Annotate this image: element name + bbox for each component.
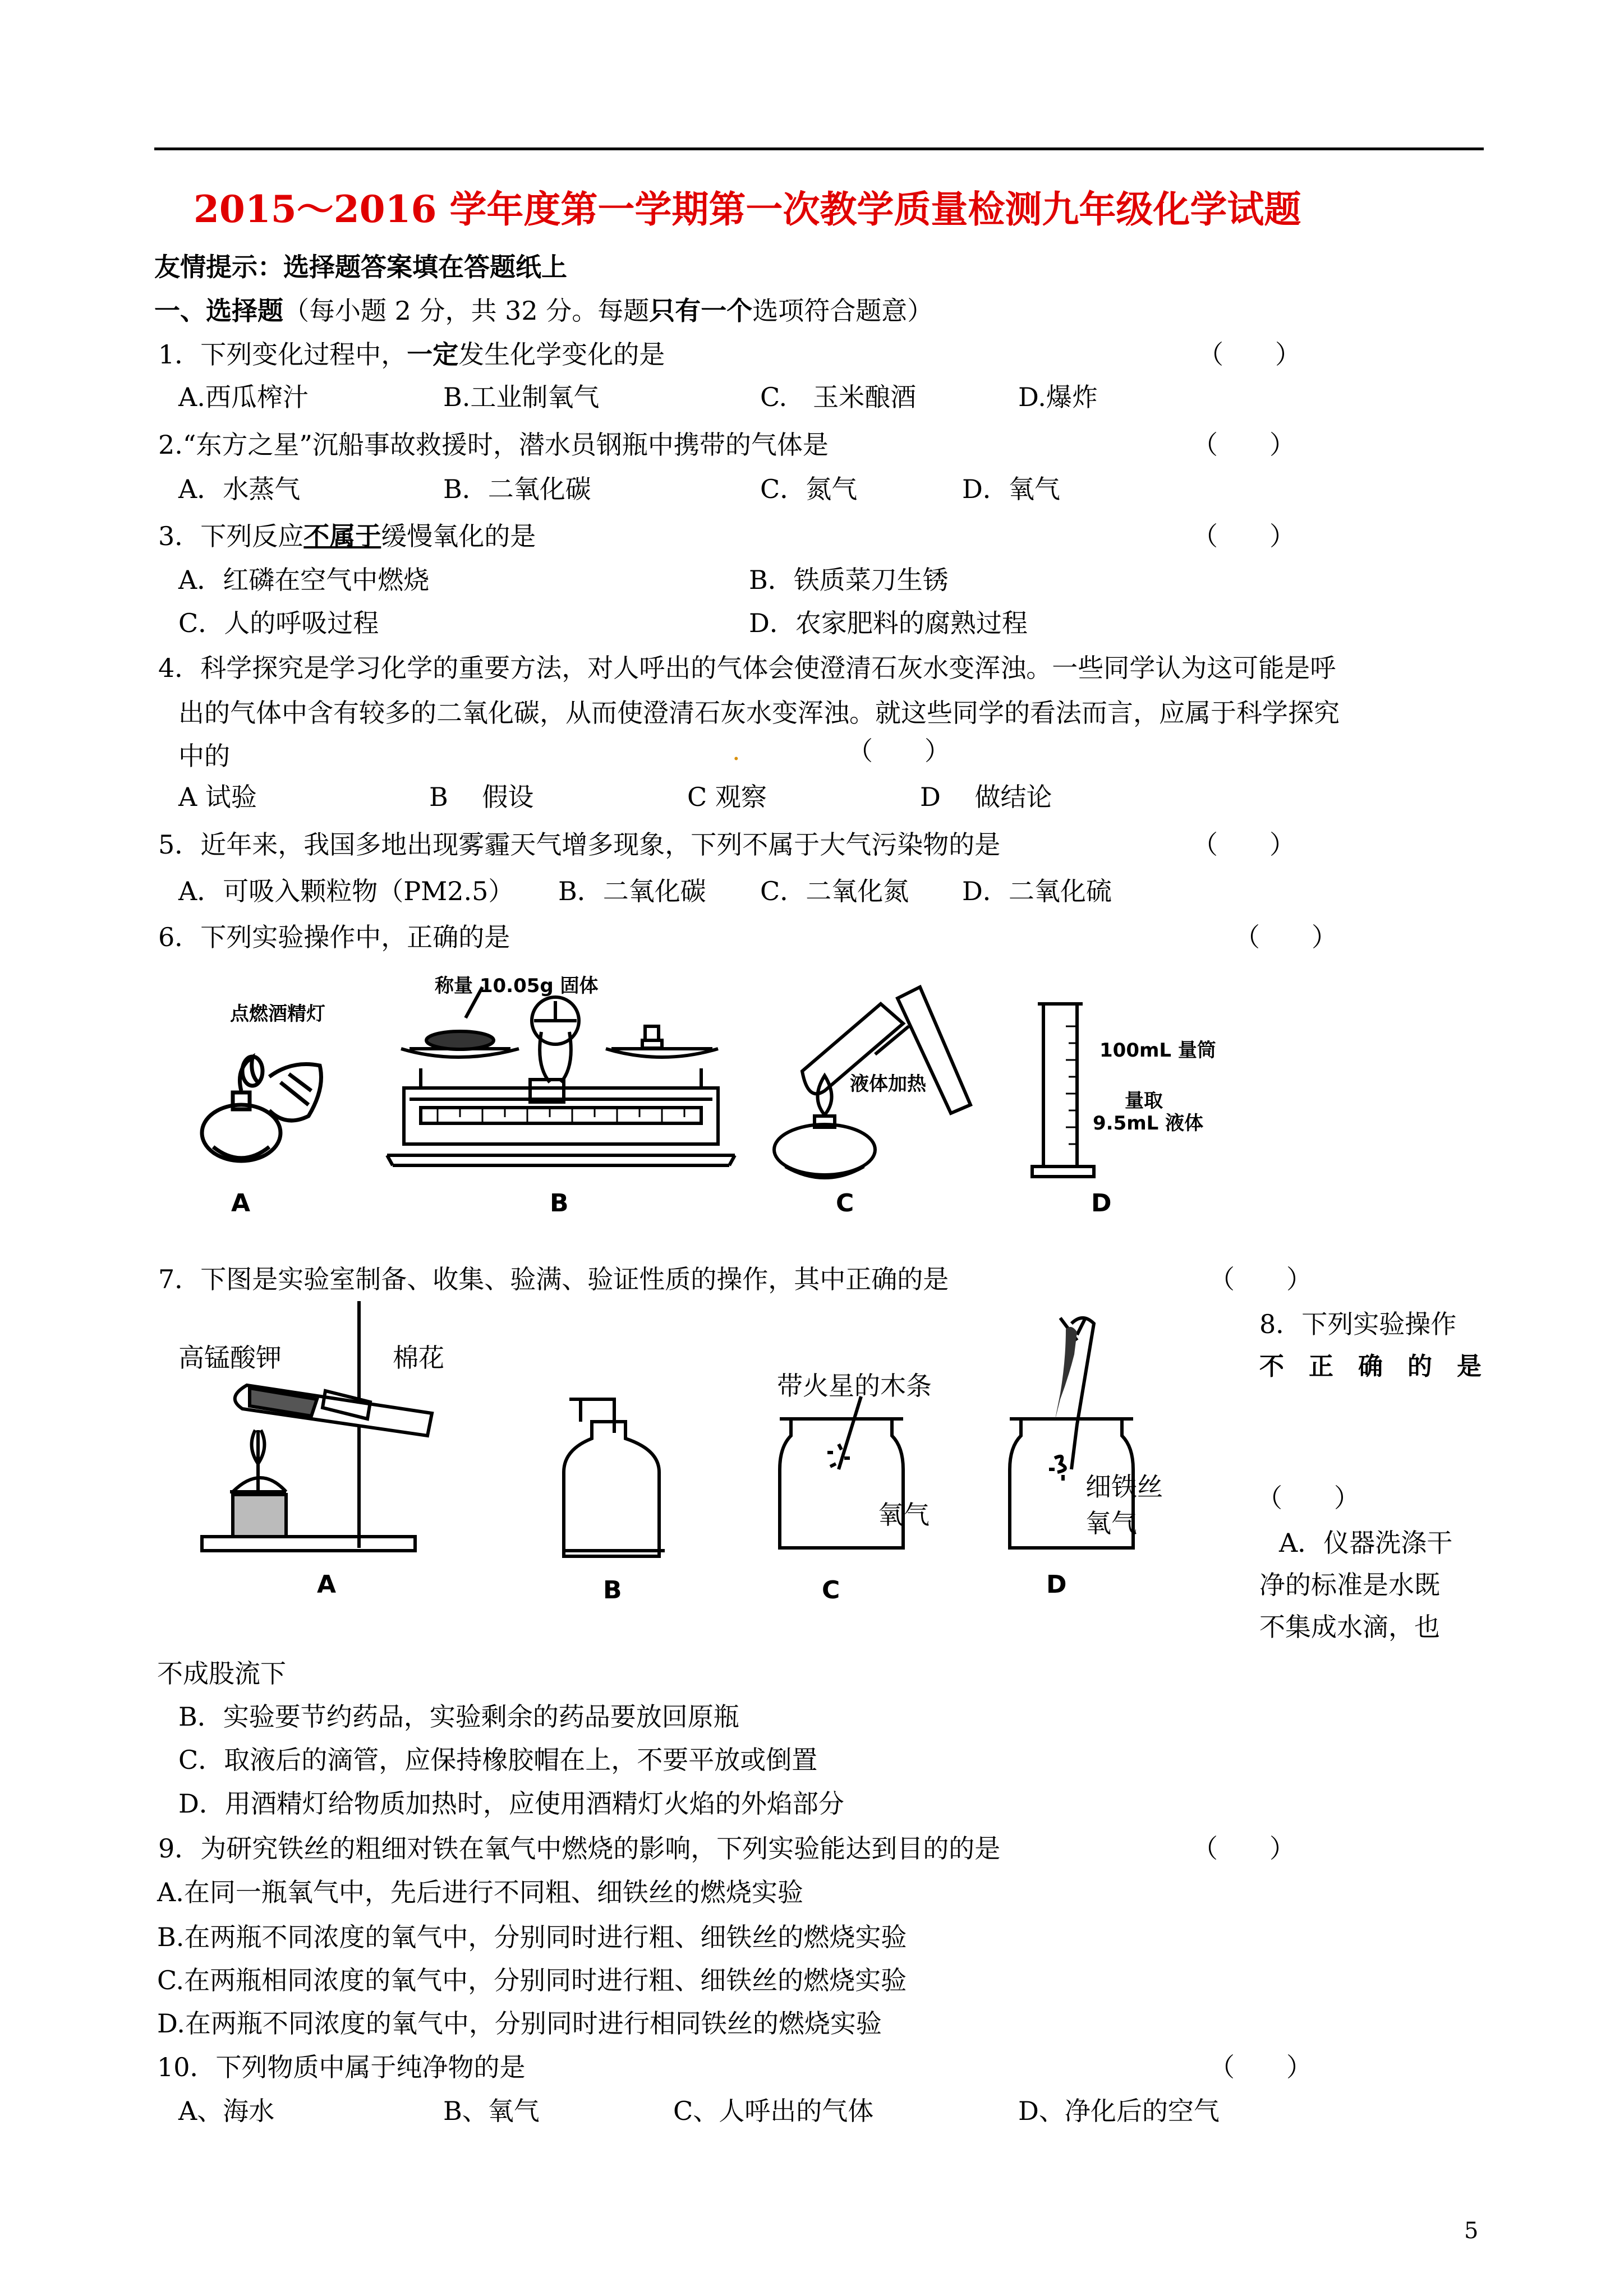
page-title: 2015～2016 学年度第一学期第一次教学质量检测九年级化学试题 [194, 187, 1301, 231]
q1-option-d: D.爆炸 [1018, 382, 1098, 412]
q8-answer-paren: （ ） [1257, 1483, 1360, 1513]
q6-fig-a-illustration [191, 1021, 348, 1178]
q1-option-a: A.西瓜榨汁 [178, 382, 309, 412]
q7-letter-a: A [317, 1570, 337, 1599]
q7-answer-paren: （ ） [1209, 1264, 1312, 1294]
q8-side-line-4: 净的标准是水既 [1259, 1570, 1440, 1600]
q1-stem-emphasis: 一定 [407, 339, 459, 370]
q3-stem-a: 3．下列反应 [158, 521, 304, 551]
q1-option-c: C. 玉米酿酒 [760, 382, 917, 412]
q7-letter-d: D [1046, 1570, 1067, 1599]
q10-option-d: D、净化后的空气 [1018, 2096, 1220, 2126]
section-heading [154, 291, 933, 328]
q7-fig-c-label-2: 氧气 [878, 1500, 930, 1530]
friendly-tip: 友情提示：选择题答案填在答题纸上 [154, 252, 567, 282]
q7-fig-c-label-1: 带火星的木条 [777, 1371, 932, 1401]
q7-fig-a-label-1: 高锰酸钾 [178, 1343, 282, 1373]
q3-option-a: A．红磷在空气中燃烧 [178, 565, 430, 595]
q6-fig-d-graduated-cylinder [1027, 1004, 1105, 1183]
q2-option-c: C．氮气 [760, 474, 858, 504]
q9-answer-paren: （ ） [1192, 1833, 1295, 1864]
q7-letter-c: C [822, 1576, 840, 1605]
q10-option-c: C、人呼出的气体 [673, 2096, 874, 2126]
q6-letter-a: A [231, 1189, 251, 1218]
q4-option-b: B 假设 [429, 782, 534, 812]
q5-option-a: A．可吸入颗粒物（PM2.5） [178, 876, 514, 906]
q8-continuation: 不成股流下 [157, 1658, 286, 1689]
question-2-stem: 2.“东方之星”沉船事故救援时，潜水员钢瓶中携带的气体是 [158, 430, 829, 460]
q6-letter-d: D [1091, 1189, 1112, 1218]
q6-fig-d-caption-2: 量取 [1125, 1090, 1163, 1112]
q3-option-c: C．人的呼吸过程 [178, 608, 379, 638]
q2-option-b: B．二氧化碳 [443, 474, 591, 504]
q5-option-c: C．二氧化氮 [760, 876, 909, 906]
q3-answer-paren: （ ） [1192, 521, 1295, 551]
question-6-stem: 6．下列实验操作中，正确的是 [158, 922, 510, 952]
q8-side-line-3: A．仪器洗涤干 [1279, 1528, 1453, 1558]
q7-fig-a-apparatus [202, 1301, 460, 1559]
q8-side-line-1: 8．下列实验操作 [1259, 1309, 1457, 1339]
q6-letter-c: C [836, 1189, 854, 1218]
q4-option-c: C 观察 [687, 782, 767, 812]
q4-option-a: A 试验 [178, 782, 257, 812]
q5-option-d: D．二氧化硫 [962, 876, 1112, 906]
section-heading-title: 一、选择题 [154, 296, 283, 326]
q1-stem-a: 1．下列变化过程中， [158, 339, 407, 370]
q3-option-b: B．铁质菜刀生锈 [749, 565, 949, 595]
question-4-line-2: 出的气体中含有较多的二氧化碳，从而使澄清石灰水变浑浊。就这些同学的看法而言，应属于科学探究 [178, 698, 1340, 728]
question-10-stem: 10．下列物质中属于纯净物的是 [157, 2052, 526, 2082]
q4-answer-paren: （ ） [847, 736, 950, 766]
q1-option-b: B.工业制氧气 [443, 382, 600, 412]
q9-option-d: D.在两瓶不同浓度的氧气中，分别同时进行相同铁丝的燃烧实验 [157, 2008, 882, 2039]
q7-letter-b: B [603, 1576, 622, 1605]
q8-side-line-2: 不 正 确 的 是 [1259, 1352, 1482, 1381]
q6-fig-b-caption: 称量 10.05g 固体 [435, 975, 599, 997]
question-7-stem: 7．下图是实验室制备、收集、验满、验证性质的操作，其中正确的是 [158, 1264, 949, 1294]
q10-option-b: B、氧气 [443, 2096, 540, 2126]
q2-option-d: D．氧气 [962, 474, 1060, 504]
q3-option-d: D．农家肥料的腐熟过程 [749, 608, 1028, 638]
section-heading-note-b: 选项符合题意） [752, 296, 933, 326]
question-5-stem: 5．近年来，我国多地出现雾霾天气增多现象，下列不属于大气污染物的是 [158, 829, 1001, 860]
question-9-stem: 9．为研究铁丝的粗细对铁在氧气中燃烧的影响，下列实验能达到目的的是 [158, 1833, 1001, 1864]
q10-option-a: A、海水 [178, 2096, 275, 2126]
q2-answer-paren: （ ） [1192, 430, 1295, 460]
section-heading-note-a: （每小题 2 分，共 32 分。每题 [283, 296, 650, 326]
q1-stem-b: 发生化学变化的是 [458, 339, 665, 370]
q8-side-line-5: 不集成水滴，也 [1259, 1612, 1440, 1642]
page-number: 5 [1464, 2218, 1479, 2244]
q6-fig-d-caption-1: 100mL 量筒 [1099, 1039, 1216, 1062]
question-1-stem [158, 334, 665, 371]
q8-option-c: C．取液后的滴管，应保持橡胶帽在上，不要平放或倒置 [178, 1745, 818, 1775]
q6-fig-a-caption: 点燃酒精灯 [230, 1003, 325, 1025]
q7-fig-c-gas-bottle [774, 1396, 909, 1565]
q4-option-d: D 做结论 [920, 782, 1052, 812]
q9-option-a: A.在同一瓶氧气中，先后进行不同粗、细铁丝的燃烧实验 [157, 1877, 803, 1907]
q6-fig-d-caption-3: 9.5mL 液体 [1093, 1112, 1204, 1135]
q7-fig-d-label-1: 细铁丝 [1085, 1472, 1163, 1502]
q5-option-b: B．二氧化碳 [558, 876, 706, 906]
q6-letter-b: B [550, 1189, 569, 1218]
question-4-line-1: 4．科学探究是学习化学的重要方法，对人呼出的气体会使澄清石灰水变浑浊。一些同学认为这可能是呼 [158, 653, 1336, 683]
q8-option-d: D．用酒精灯给物质加热时，应使用酒精灯火焰的外焰部分 [178, 1788, 844, 1819]
section-heading-emphasis: 只有一个 [649, 296, 753, 326]
question-3-stem [158, 516, 536, 553]
q6-fig-c-caption: 液体加热 [850, 1073, 926, 1095]
q8-option-b: B．实验要节约药品，实验剩余的药品要放回原瓶 [178, 1702, 739, 1732]
q7-fig-a-label-2: 棉花 [393, 1343, 444, 1373]
q3-stem-b: 缓慢氧化的是 [381, 521, 536, 551]
q10-answer-paren: （ ） [1209, 2052, 1312, 2082]
q3-stem-underlined: 不属于 [303, 521, 381, 551]
q7-fig-d-label-2: 氧气 [1085, 1508, 1137, 1538]
q9-option-c: C.在两瓶相同浓度的氧气中，分别同时进行粗、细铁丝的燃烧实验 [157, 1965, 907, 1995]
q2-option-a: A．水蒸气 [178, 474, 301, 504]
q5-answer-paren: （ ） [1192, 829, 1295, 860]
q1-answer-paren: （ ） [1198, 339, 1301, 370]
q6-fig-b-balance [387, 987, 746, 1178]
stray-dot: . [732, 736, 740, 766]
q7-fig-b-gas-bottle [558, 1399, 670, 1567]
header-rule [154, 147, 1484, 150]
q6-answer-paren: （ ） [1234, 922, 1337, 952]
q9-option-b: B.在两瓶不同浓度的氧气中，分别同时进行粗、细铁丝的燃烧实验 [157, 1922, 907, 1952]
question-4-line-3: 中的 [178, 741, 230, 771]
